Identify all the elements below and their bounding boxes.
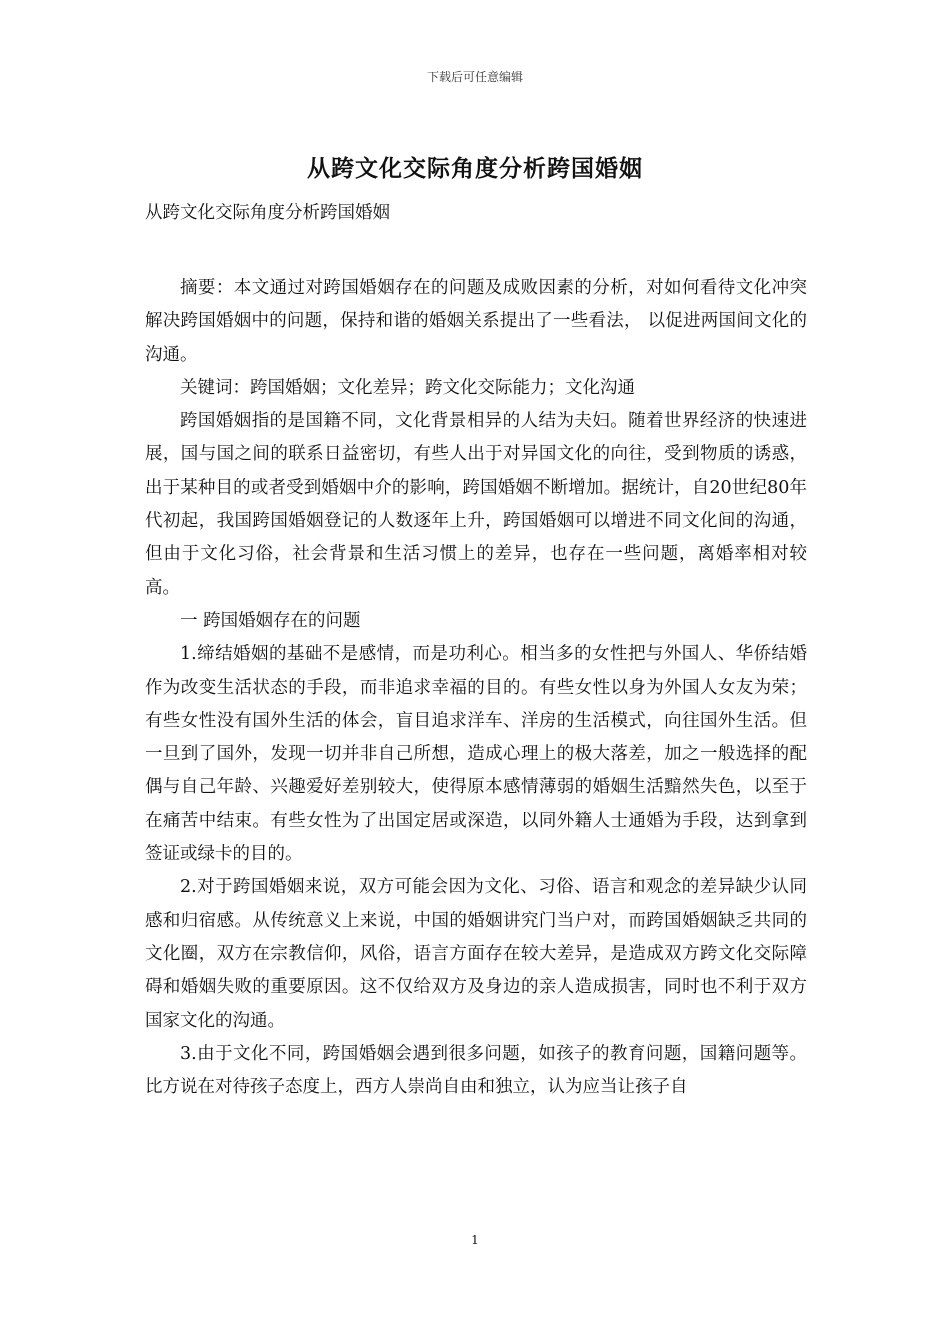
body-paragraph: 2.对于跨国婚姻来说，双方可能会因为文化、习俗、语言和观念的差异缺少认同感和归宿感。从传统意义上来说，中国的婚姻讲究门当户对，而跨国婚姻缺乏共同的文化圈，双方在宗教信仰，风俗，语言方面存在较大差异，是造成双方跨文化交际障碍和婚姻失败的重要原因。这不仅给双方及身边的亲人造成损害，同时也不利于双方国家文化的沟通。	[145, 877, 807, 1031]
abstract-paragraph: 摘要：本文通过对跨国婚姻存在的问题及成败因素的分析，对如何看待文化冲突解决跨国婚姻中的问题，保持和谐的婚姻关系提出了一些看法， 以促进两国间文化的沟通。	[145, 278, 807, 365]
body-paragraph: 3.由于文化不同，跨国婚姻会遇到很多问题，如孩子的教育问题，国籍问题等。比方说在对待孩子态度上，西方人崇尚自由和独立，认为应当让孩子自	[145, 1043, 807, 1098]
page-number: 1	[471, 1233, 479, 1247]
document-title: 从跨文化交际角度分析跨国婚姻	[307, 155, 643, 182]
header-note: 下载后可任意编辑	[426, 70, 523, 84]
section-heading: 一 跨国婚姻存在的问题	[180, 610, 361, 631]
keywords-paragraph: 关键词：跨国婚姻；文化差异；跨文化交际能力；文化沟通	[180, 377, 635, 398]
document-body	[145, 272, 807, 1104]
document-subtitle: 从跨文化交际角度分析跨国婚姻	[145, 203, 390, 223]
intro-paragraph: 跨国婚姻指的是国籍不同，文化背景相异的人结为夫妇。随着世界经济的快速进展，国与国之间的联系日益密切，有些人出于对异国文化的向往，受到物质的诱惑，出于某种目的或者受到婚姻中介的影响，跨国婚姻不断增加。据统计，自20世纪80年代初起，我国跨国婚姻登记的人数逐年上升，跨国婚姻可以增进不同文化间的沟通，但由于文化习俗，社会背景和生活习惯上的差异，也存在一些问题，离婚率相对较高。	[145, 411, 807, 598]
body-paragraph: 1.缔结婚姻的基础不是感情，而是功利心。相当多的女性把与外国人、华侨结婚作为改变生活状态的手段，而非追求幸福的目的。有些女性以身为外国人女友为荣；有些女性没有国外生活的体会，盲目追求洋车、洋房的生活模式，向往国外生活。但一旦到了国外，发现一切并非自己所想，造成心理上的极大落差，加之一般选择的配偶与自己年龄、兴趣爱好差别较大，使得原本感情薄弱的婚姻生活黯然失色，以至于在痛苦中结束。有些女性为了出国定居或深造，以同外籍人士通婚为手段，达到拿到签证或绿卡的目的。	[145, 644, 807, 865]
